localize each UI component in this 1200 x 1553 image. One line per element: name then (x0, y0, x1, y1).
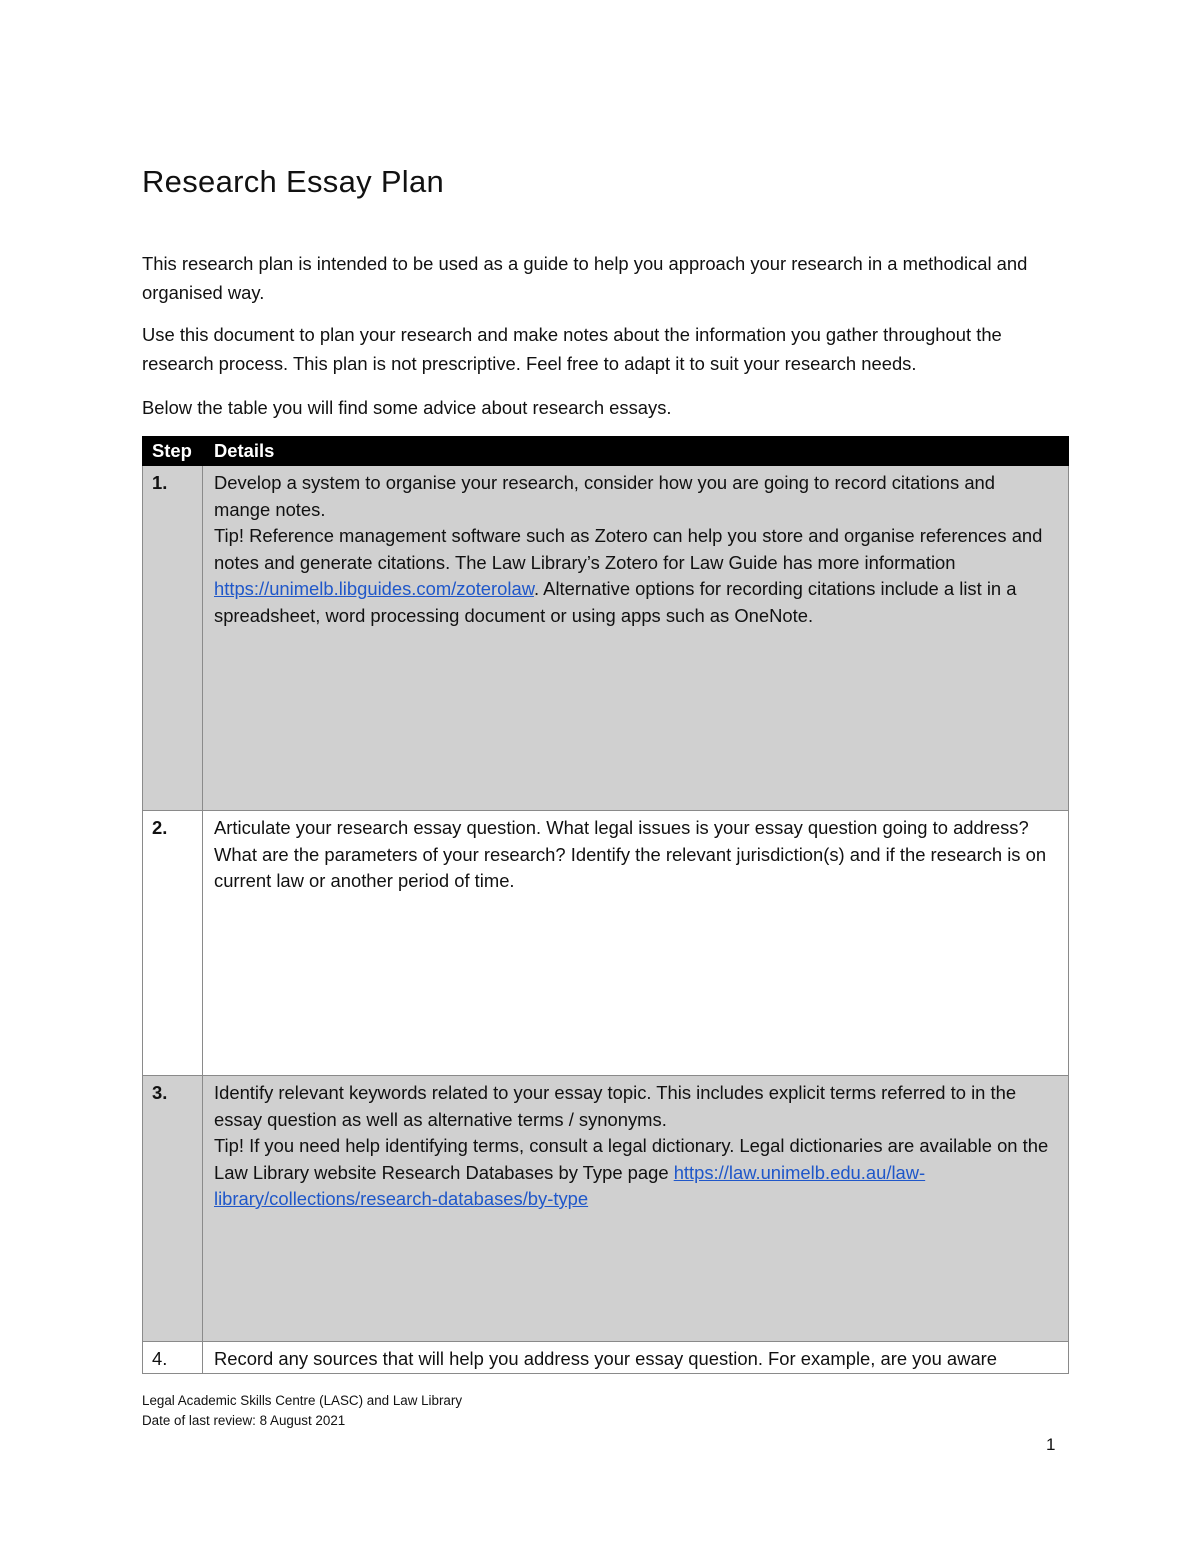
step-number: 3. (143, 1076, 203, 1342)
intro-paragraph: Below the table you will find some advice about research essays. (142, 397, 672, 418)
step-instruction: Record any sources that will help you address your essay question. For example, are you aware (214, 1348, 998, 1369)
step-details[interactable] (203, 1342, 1069, 1374)
step-number: 1. (143, 466, 203, 811)
table-row (143, 466, 1069, 811)
research-databases-link[interactable]: https://law.unimelb.edu.au/law-library/collections/research-databases/by-type (214, 1161, 926, 1209)
tip-text: Tip! If you need help identifying terms, consult a legal dictionary. Legal dictionaries are available on the Law Library website Research Databases by Type page (214, 1135, 1049, 1183)
column-header-details: Details (203, 437, 1069, 466)
zotero-guide-link[interactable]: https://unimelb.libguides.com/zoterolaw (214, 578, 534, 599)
tip-text: . Alternative options for recording citations include a list in a spreadsheet, word processing document or using apps such as OneNote. (214, 578, 1017, 626)
page-number: 1 (1046, 1435, 1056, 1454)
tip-text: Tip! Reference management software such as Zotero can help you store and organise references and notes and generate citations. The Law Library’s Zotero for Law Guide has more information (214, 525, 1043, 573)
step-number: 4. (143, 1342, 203, 1374)
table-row (143, 811, 1069, 1076)
footer-review-date: Date of last review: 8 August 2021 (142, 1413, 346, 1428)
footer-organisation: Legal Academic Skills Centre (LASC) and Law Library (142, 1393, 463, 1408)
column-header-step: Step (143, 437, 203, 466)
step-details[interactable] (203, 811, 1069, 1076)
step-instruction: Articulate your research essay question. What legal issues is your essay question going to address? What are the parameters of your research? Identify the relevant jurisdiction(s) and if the research is on current law or another period of time. (214, 817, 1047, 891)
step-tip (214, 523, 1056, 629)
step-instruction: Identify relevant keywords related to your essay topic. This includes explicit terms referred to in the essay question as well as alternative terms / synonyms. (214, 1082, 1017, 1130)
table-row (143, 1076, 1069, 1342)
page-title: Research Essay Plan (142, 164, 445, 199)
step-details[interactable] (203, 1076, 1069, 1342)
table-header-row (143, 437, 1069, 466)
step-tip (214, 1133, 1056, 1213)
table-row (143, 1342, 1069, 1374)
research-plan-table (142, 436, 1069, 1374)
step-instruction: Develop a system to organise your research, consider how you are going to record citations and mange notes. (214, 472, 996, 520)
step-number: 2. (143, 811, 203, 1076)
step-details[interactable] (203, 466, 1069, 811)
intro-paragraph: This research plan is intended to be used as a guide to help you approach your research in a methodical and organised way. (142, 253, 1028, 303)
intro-paragraph: Use this document to plan your research and make notes about the information you gather throughout the research process. This plan is not prescriptive. Feel free to adapt it to suit your research needs. (142, 324, 1002, 374)
